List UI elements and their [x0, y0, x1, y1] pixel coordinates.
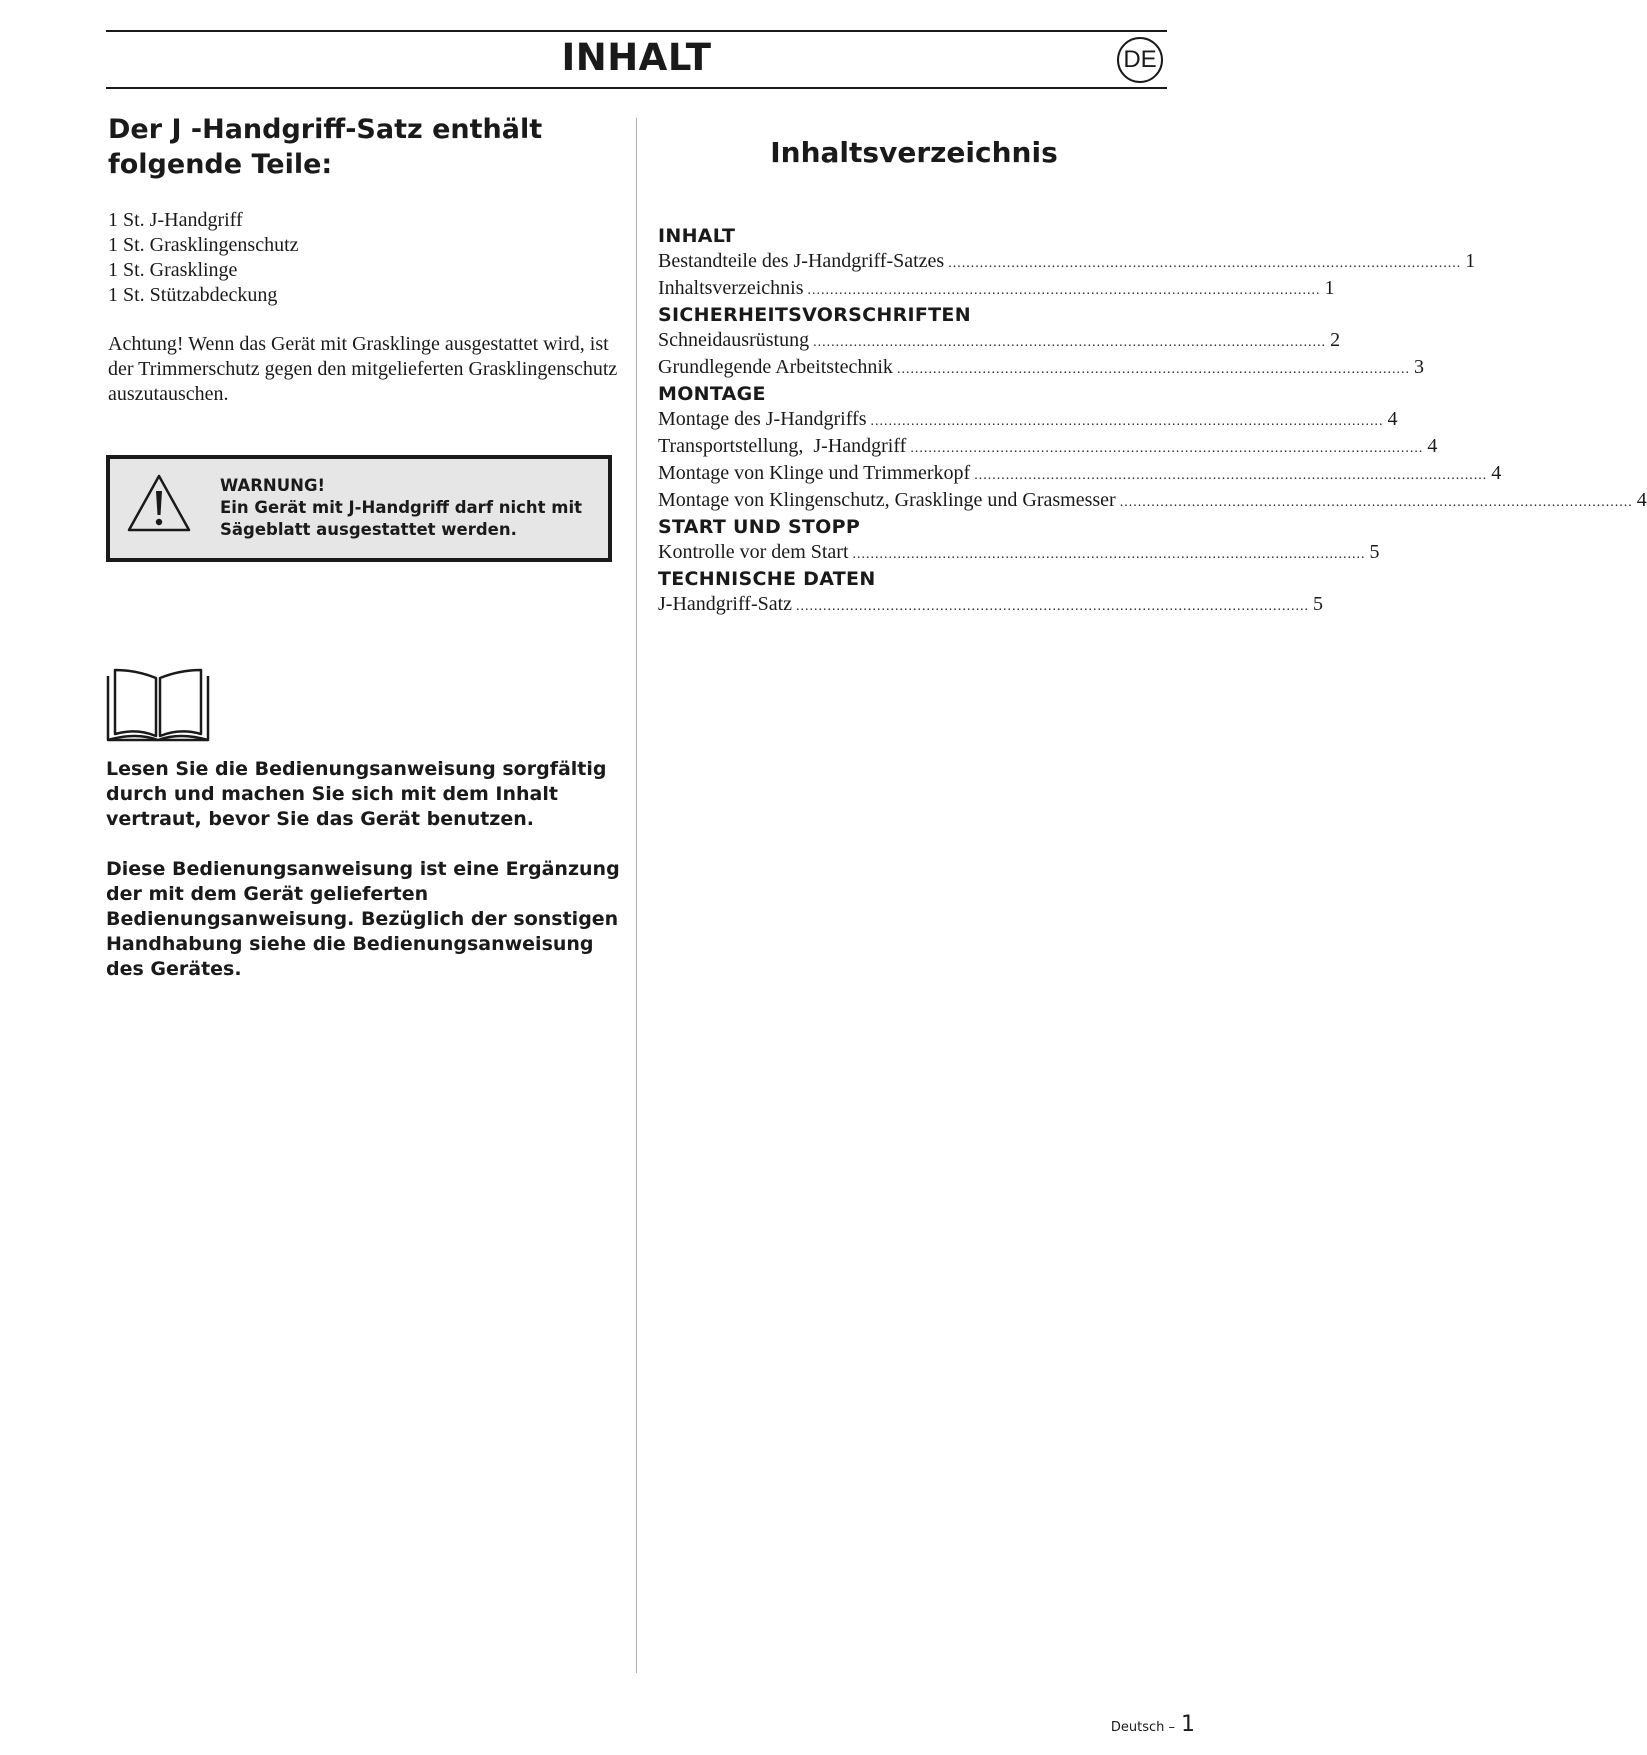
warning-triangle-icon	[126, 473, 192, 533]
toc-entry-label: Montage des J-Handgriffs	[658, 408, 867, 430]
toc-entry-page: 5	[1369, 541, 1380, 563]
toc-leader: ..................................................................................................................	[896, 362, 1410, 377]
list-item: 1 St. Grasklinge	[108, 259, 238, 281]
header-top-rule	[106, 30, 1167, 32]
language-badge: DE	[1117, 37, 1163, 83]
toc-entry-label: Kontrolle vor dem Start	[658, 541, 849, 563]
book-icon	[106, 668, 210, 742]
toc-entry-label: Transportstellung, J-Handgriff	[658, 435, 907, 457]
toc-entry[interactable]	[658, 461, 1502, 488]
toc-entry-page: 4	[1491, 462, 1502, 484]
toc-leader: ..................................................................................................................	[1119, 495, 1633, 510]
warning-message: Ein Gerät mit J-Handgriff darf nicht mit Sägeblatt ausgestattet werden.	[220, 498, 583, 539]
toc-entry[interactable]	[658, 249, 1476, 276]
toc-entry-page: 1	[1324, 277, 1335, 299]
toc-entry[interactable]	[658, 328, 1341, 355]
supplement-note: Diese Bedienungsanweisung ist eine Ergänzung der mit dem Gerät gelieferten Bedienungsanweisung. Bezüglich der sonstigen Handhabung siehe die Bedienungsanweisung des Gerätes.	[106, 858, 620, 980]
contents-heading	[108, 112, 618, 182]
list-item: 1 St. Grasklingenschutz	[108, 234, 299, 256]
left-column	[108, 112, 618, 407]
toc-entry-label: Bestandteile des J-Handgriff-Satzes	[658, 250, 945, 272]
list-item: 1 St. J-Handgriff	[108, 209, 243, 231]
footer-page-number: 1	[1181, 1712, 1195, 1737]
warning-text	[220, 475, 600, 541]
toc-section-heading: START UND STOPP	[658, 516, 861, 538]
table-of-contents	[658, 224, 1647, 619]
manual-notes	[106, 757, 626, 1007]
toc-entry[interactable]	[658, 407, 1398, 434]
footer-language-label: Deutsch –	[1110, 1720, 1175, 1735]
toc-section-heading: SICHERHEITSVORSCHRIFTEN	[658, 304, 971, 326]
toc-entry-label: Inhaltsverzeichnis	[658, 277, 804, 299]
contents-heading-line-2: folgende Teile:	[108, 149, 333, 180]
warning-box	[106, 455, 612, 562]
parts-list	[108, 208, 618, 308]
toc-entry-label: Schneidausrüstung	[658, 329, 810, 351]
attention-note: Achtung! Wenn das Gerät mit Grasklinge ausgestattet wird, ist der Trimmerschutz gegen den mitgelieferten Grasklingenschutz auszutauschen.	[108, 333, 618, 405]
toc-entry-page: 1	[1465, 250, 1476, 272]
warning-title: WARNUNG!	[220, 476, 326, 495]
toc-entry-page: 4	[1427, 435, 1438, 457]
toc-section-heading: MONTAGE	[658, 383, 766, 405]
toc-leader: ..................................................................................................................	[813, 335, 1327, 350]
read-manual-note: Lesen Sie die Bedienungsanweisung sorgfältig durch und machen Sie sich mit dem Inhalt vertraut, bevor Sie das Gerät benutzen.	[106, 758, 607, 830]
toc-leader: ..................................................................................................................	[910, 441, 1424, 456]
page-title: INHALT	[561, 36, 712, 79]
toc-leader: ..................................................................................................................	[948, 256, 1462, 271]
toc-entry-page: 4	[1387, 408, 1398, 430]
header-bottom-rule	[106, 87, 1167, 89]
toc-leader: ..................................................................................................................	[796, 599, 1310, 614]
toc-section-heading: TECHNISCHE DATEN	[658, 568, 876, 590]
toc-leader: ..................................................................................................................	[807, 283, 1321, 298]
toc-entry[interactable]	[658, 434, 1438, 461]
toc-entry[interactable]	[658, 488, 1647, 515]
contents-heading-line-1: Der J -Handgriff-Satz enthält	[108, 114, 543, 145]
toc-title: Inhaltsverzeichnis	[770, 136, 1058, 169]
toc-entry-label: Grundlegende Arbeitstechnik	[658, 356, 893, 378]
toc-entry[interactable]	[658, 355, 1424, 382]
toc-entry-label: Montage von Klingenschutz, Grasklinge und Grasmesser	[658, 489, 1116, 511]
list-item: 1 St. Stützabdeckung	[108, 284, 278, 306]
toc-entry-page: 2	[1330, 329, 1341, 351]
toc-entry-label: J-Handgriff-Satz	[658, 593, 793, 615]
toc-entry[interactable]	[658, 592, 1324, 619]
toc-leader: ..................................................................................................................	[852, 547, 1366, 562]
toc-entry[interactable]	[658, 540, 1380, 567]
toc-entry-page: 5	[1313, 593, 1324, 615]
column-divider	[636, 118, 637, 1673]
toc-leader: ..................................................................................................................	[870, 414, 1384, 429]
toc-leader: ..................................................................................................................	[974, 468, 1488, 483]
page-footer	[1111, 1712, 1195, 1737]
toc-entry[interactable]	[658, 276, 1335, 303]
toc-entry-page: 3	[1413, 356, 1424, 378]
toc-entry-label: Montage von Klinge und Trimmerkopf	[658, 462, 971, 484]
toc-section-heading: INHALT	[658, 225, 736, 247]
toc-entry-page: 4	[1636, 489, 1647, 511]
